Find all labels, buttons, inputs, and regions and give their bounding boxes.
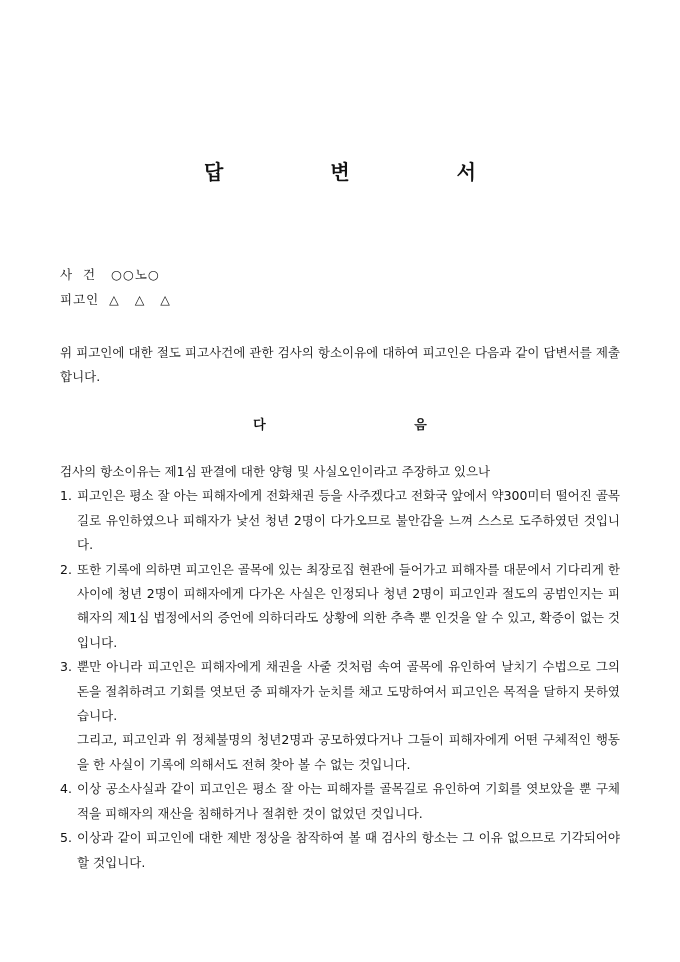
item-number: 2. [60, 561, 72, 577]
item-number: 5. [60, 830, 72, 846]
case-number-line: 사 건 ○○노○ [60, 267, 160, 282]
lead-sentence: 검사의 항소이유는 제1심 판결에 대한 양형 및 사실오인이라고 주장하고 있으나 [60, 464, 491, 479]
list-item [60, 826, 620, 875]
list-item [60, 484, 620, 557]
item-text: 피고인은 평소 잘 아는 피해자에게 전화채권 등을 사주겠다고 전화국 앞에서 약300미터 떨어진 골목길로 유인하였으나 피해자가 낯선 청년 2명이 다가오므로 불안감을 느껴 스스로 도주하였던 것입니다. [77, 488, 620, 553]
intro-paragraph: 위 피고인에 대한 절도 피고사건에 관한 검사의 항소이유에 대하여 피고인은 다음과 같이 답변서를 제출합니다. [60, 345, 620, 384]
item-continuation: 그리고, 피고인과 위 정체불명의 청년2명과 공모하였다거나 그들이 피해자에게 어떤 구체적인 행동을 한 사실이 기록에 의해서도 전혀 찾아 볼 수 없는 것입니다. [77, 732, 620, 772]
item-number: 1. [60, 488, 72, 504]
item-number: 4. [60, 781, 72, 797]
document-title: 답 변 서 [204, 160, 526, 184]
item-text: 뿐만 아니라 피고인은 피해자에게 채권을 사줄 것처럼 속여 골목에 유인하여 날치기 수법으로 그의 돈을 절취하려고 기회를 엿보던 중 피해자가 눈치를 채고 도망하여서 피고인은 목적을 달하지 못하였습니다. [77, 659, 620, 724]
item-text: 이상과 같이 피고인에 대한 제반 정상을 참작하여 볼 때 검사의 항소는 그 이유 없으므로 기각되어야 할 것입니다. [77, 830, 620, 870]
list-item [60, 655, 620, 777]
document-body [60, 460, 620, 875]
argument-list [60, 484, 620, 875]
section-heading: 다 음 [253, 418, 499, 433]
item-text: 또한 기록에 의하면 피고인은 골목에 있는 최장로집 현관에 들어가고 피해자를 대문에서 기다리게 한 사이에 청년 2명이 피해자에게 다가온 사실은 인정되나 청년 2명이 피고인과 절도의 공범인지는 피해자의 제1심 법정에서의 증언에 의하더라도 상황에 의한 추측 뿐 인것을 알 수 있고, 확증이 없는 것입니다. [77, 561, 620, 650]
list-item [60, 777, 620, 826]
item-text: 이상 공소사실과 같이 피고인은 평소 잘 아는 피해자를 골목길로 유인하여 기회를 엿보았을 뿐 구체적을 피해자의 재산을 침해하거나 절취한 것이 없었던 것입니다. [77, 781, 620, 821]
list-item [60, 558, 620, 656]
defendant-line: 피고인 △ △ △ [60, 292, 171, 307]
item-number: 3. [60, 659, 72, 675]
